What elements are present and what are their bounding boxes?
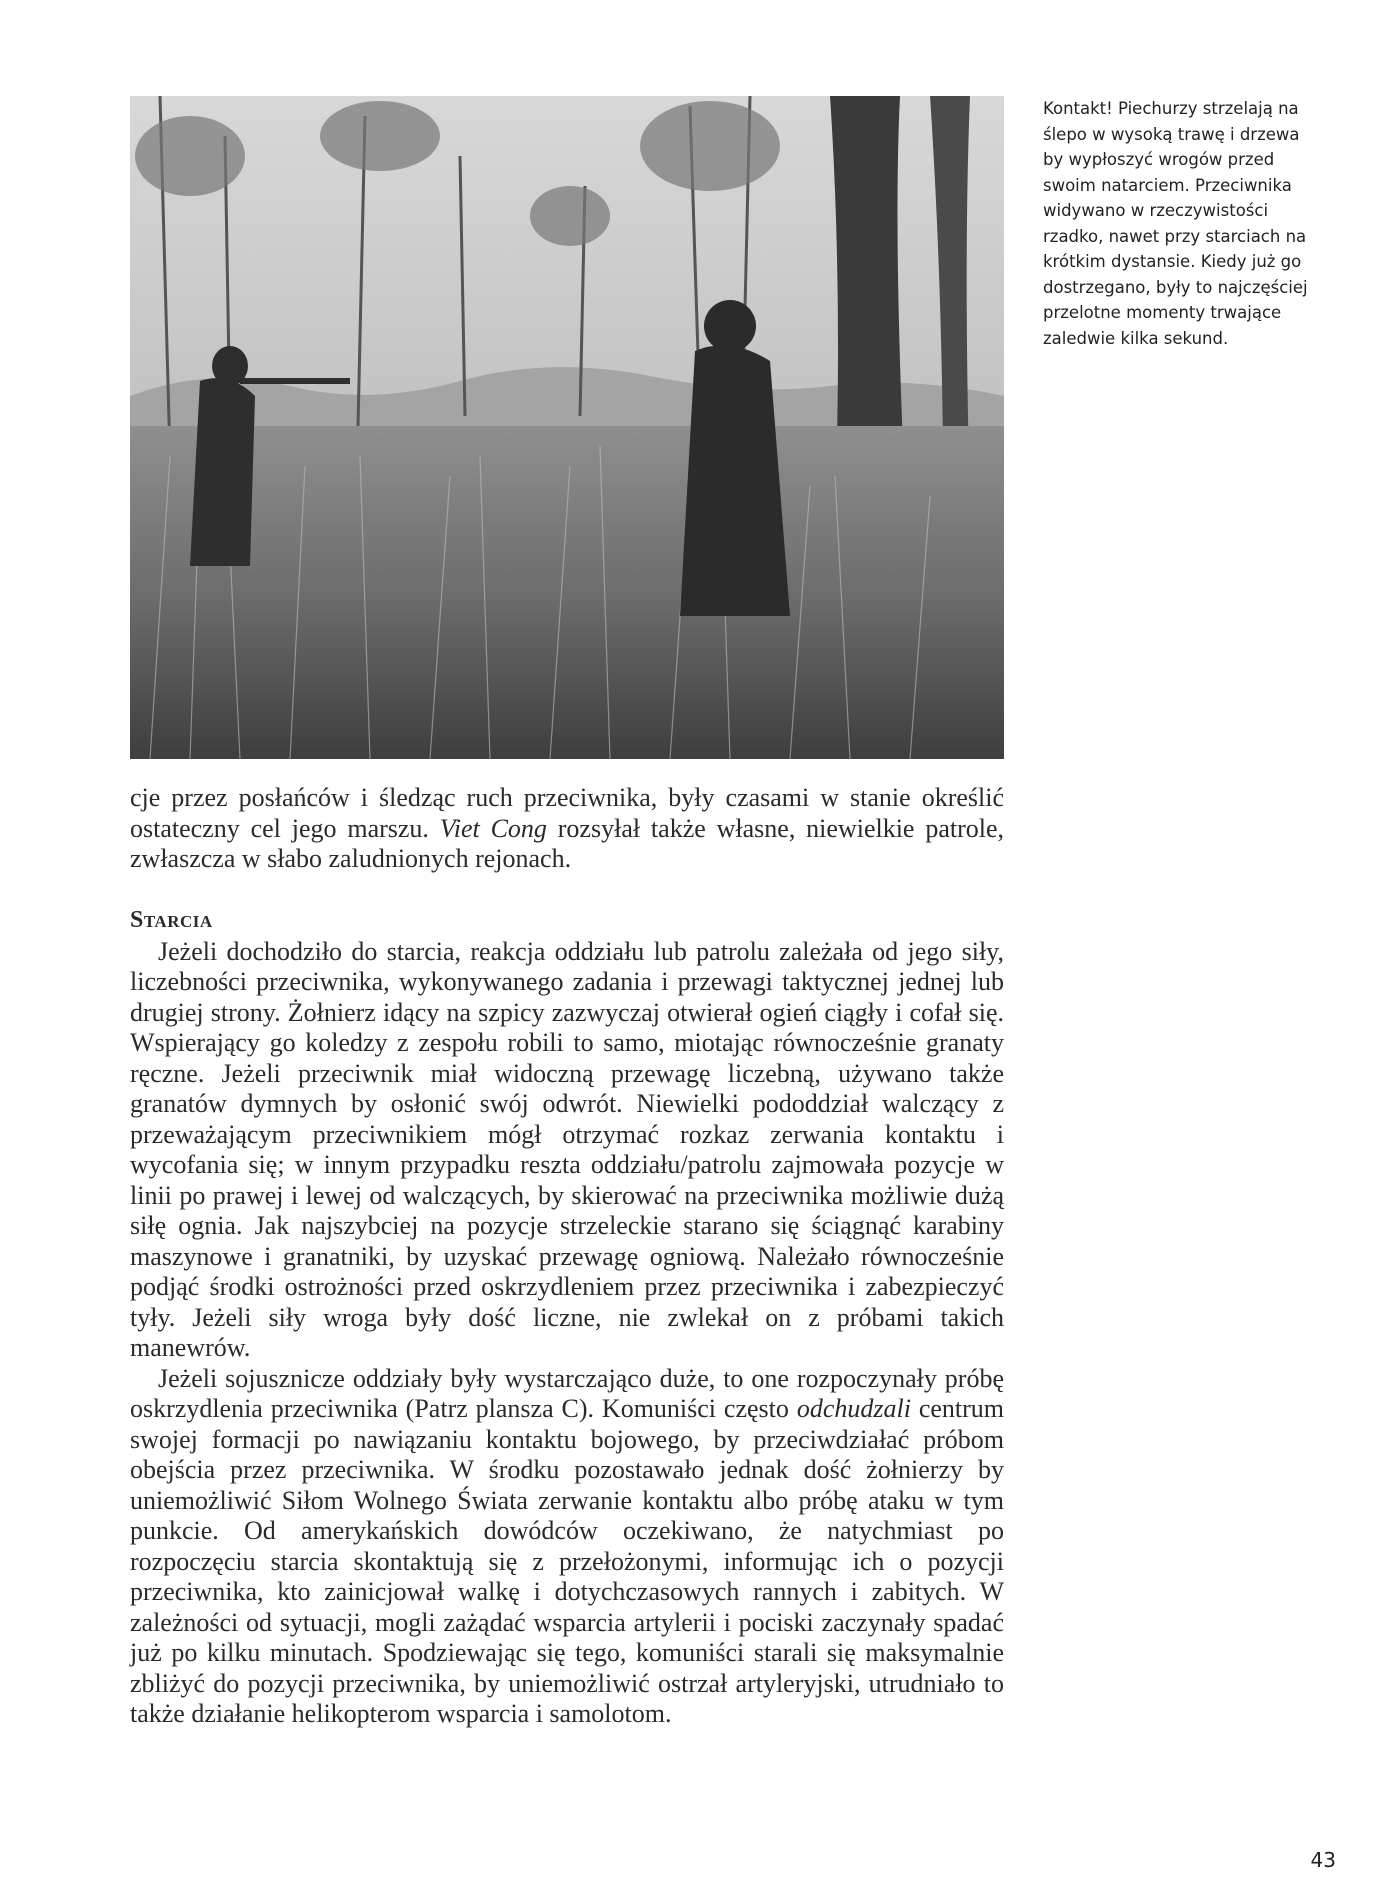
section-paragraph-2 xyxy=(130,1364,1004,1730)
article-body xyxy=(130,783,1004,1730)
photo-caption: Kontakt! Piechurzy strzelają na ślepo w wysoką trawę i drzewa by wypłoszyć wrogów przed swoim natarciem. Przeciwnika widywano w rzeczywistości rzadko, nawet przy starciach na krótkim dystansie. Kiedy już go dostrzegano, były to najczęściej przelotne momenty trwające zaledwie kilka sekund. xyxy=(1043,99,1308,348)
para2-text-2: centrum swojej formacji po nawiązaniu kontaktu bojowego, by przeciwdziałać próbom obejścia przez przeciwnika. W środku pozostawało jednak dość żołnierzy by uniemożliwić Siłom Wolnego Świata zerwanie kontaktu albo próbę ataku w tym punkcie. Od amerykańskich dowódców oczekiwano, że natychmiast po rozpoczęciu starcia skontaktują się z przełożonymi, informując ich o pozycji przeciwnika, kto zainicjował walkę i dotychczasowych rannych i zabitych. W zależności od sytuacji, mogli zażądać wsparcia artylerii i pociski zaczynały spadać już po kilku minutach. Spodziewając się tego, komuniści starali się maksymalnie zbliżyć do pozycji przeciwnika, by uniemożliwić ostrzał artyleryjski, utrudniało to także działanie helikopterom wsparcia i samolotom. xyxy=(130,1394,1005,1728)
page-number: 43 xyxy=(1310,1848,1336,1872)
photo-soldiers-in-tall-grass xyxy=(130,96,1004,759)
photo-illustration xyxy=(130,96,1004,759)
intro-paragraph xyxy=(130,783,1004,875)
intro-italic-term: Viet Cong xyxy=(439,813,547,843)
section-paragraph-1: Jeżeli dochodziło do starcia, reakcja oddziału lub patrolu zależała od jego siły, liczebności przeciwnika, wykonywanego zadania i przewagi taktycznej jednej lub drugiej strony. Żołnierz idący na szpicy zazwyczaj otwierał ogień ciągły i cofał się. Wspierający go koledzy z zespołu robili to samo, miotając równocześnie granaty ręczne. Jeżeli przeciwnik miał widoczną przewagę liczebną, używano także granatów dymnych by osłonić swój odwrót. Niewielki pododdział walczący z przeważającym przeciwnikiem mógł otrzymać rozkaz zerwania kontaktu i wycofania się; w innym przypadku reszta oddziału/patrolu zajmowała pozycje w linii po prawej i lewej od walczących, by skierować na przeciwnika możliwie dużą siłę ognia. Jak najszybciej na pozycje strzeleckie starano się ściągnąć karabiny maszynowe i granatniki, by uzyskać przewagę ogniową. Należało równocześnie podjąć środki ostrożności przed oskrzydleniem przez przeciwnika i zabezpieczyć tyły. Jeżeli siły wroga były dość liczne, nie zwlekał on z próbami takich manewrów. xyxy=(130,936,1004,1362)
para2-text-1: Jeżeli sojusznicze oddziały były wystarczająco duże, to one rozpoczynały próbę oskrzydlenia przeciwnika (Patrz plansza C). Komuniści często xyxy=(130,1363,1004,1423)
section-heading: Starcia xyxy=(130,906,213,933)
para2-italic-term: odchudzali xyxy=(796,1394,911,1423)
intro-text-2: rozsyłał także własne, niewielkie patrole, zwłaszcza w słabo zaludnionych rejonach. xyxy=(130,813,1005,873)
intro-text-1: cje przez posłańców i śledząc ruch przeciwnika, były czasami w stanie określić ostateczny cel jego marszu. xyxy=(130,783,1004,843)
